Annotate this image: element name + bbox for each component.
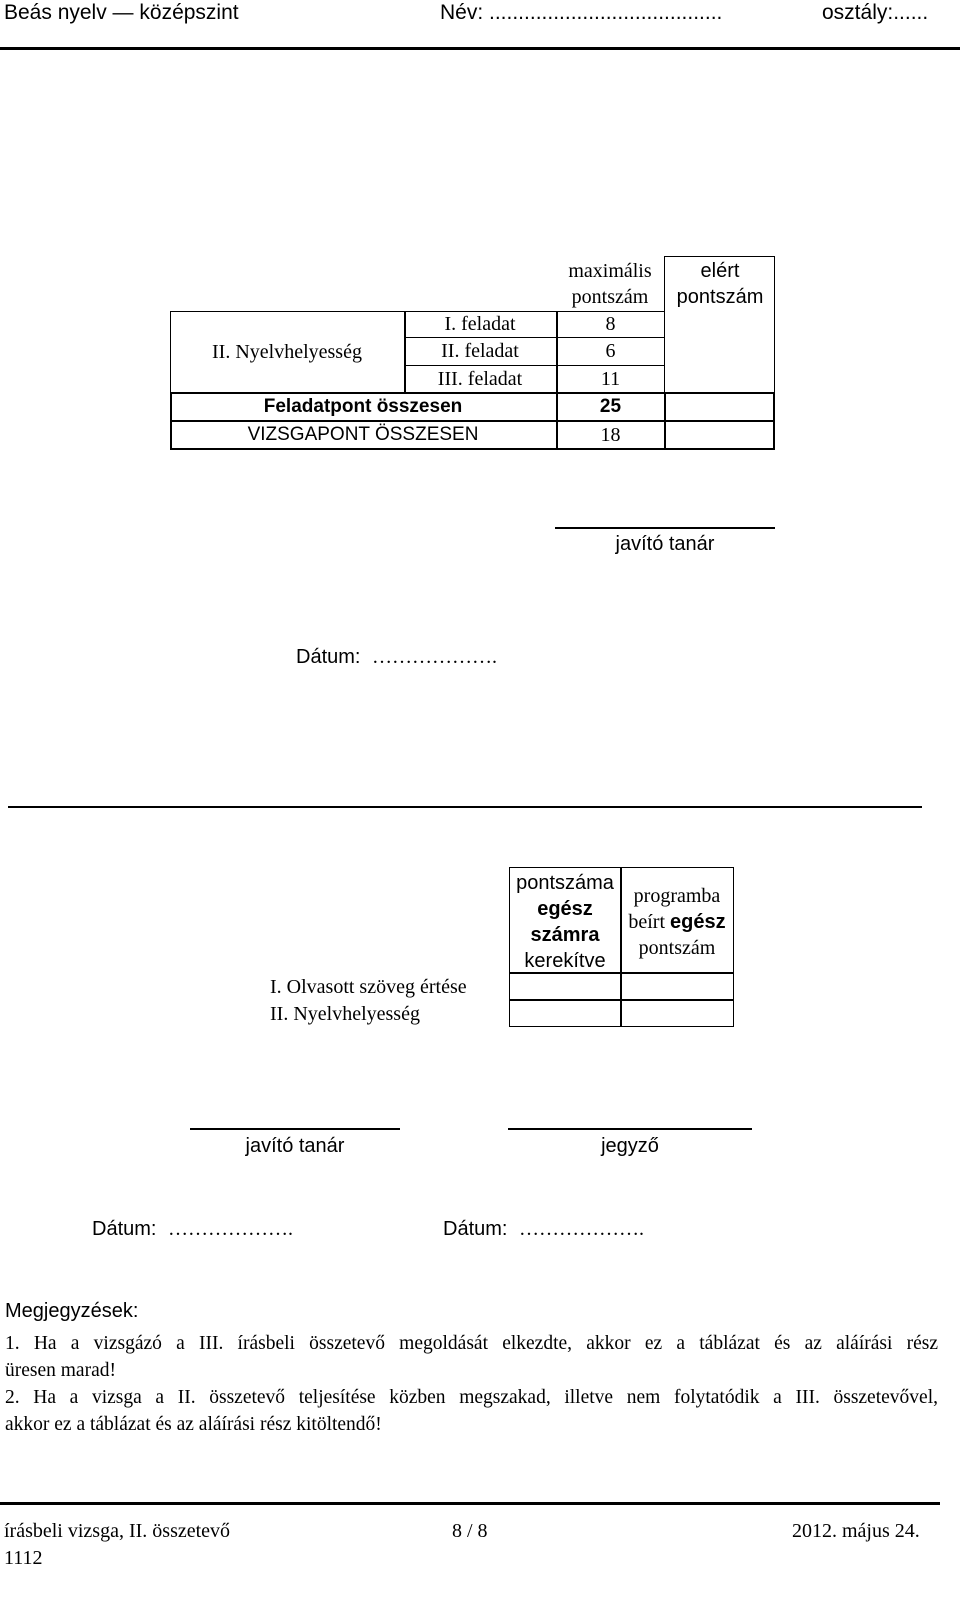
header-name-field: Név: ........................................ (440, 1, 723, 24)
col-header-reached: elért pontszám (676, 260, 764, 308)
section-label: II. Nyelvhelyesség (212, 341, 362, 363)
date-dots: ………………. (168, 1218, 293, 1240)
footer-rule (0, 1502, 940, 1505)
header-subject: Beás nyelv — középszint (4, 1, 239, 24)
signature-role: javító tanár (615, 533, 715, 555)
col-rounded-score: pontszáma egész számra kerekítve (516, 872, 614, 972)
signature-role-teacher: javító tanár (245, 1135, 345, 1157)
date-label: Dátum: (443, 1218, 508, 1240)
col-header-max: maximális pontszám (568, 260, 652, 308)
task-label: III. feladat (437, 368, 523, 390)
section-divider (8, 806, 922, 808)
header-class-field: osztály:...... (822, 1, 929, 24)
date-dots: ………………. (519, 1218, 644, 1240)
task-max: 6 (605, 340, 616, 362)
note-2: 2. Ha a vizsga a II. összetevő teljesítése közben megszakad, illetve nem folytatódik a III. összetevővel, (5, 1387, 938, 1408)
note-1: 1. Ha a vizsgázó a III. írásbeli összetevő megoldását elkezdte, akkor ez a táblázat és az aláírási rész (5, 1333, 938, 1354)
task-max: 8 (605, 313, 616, 335)
footer-page-number: 8 / 8 (452, 1520, 488, 1542)
footer-code: 1112 (4, 1547, 43, 1569)
task-label: II. feladat (441, 340, 519, 362)
notes-title: Megjegyzések: (5, 1300, 139, 1322)
date-dots: ………………. (372, 646, 497, 668)
date-label: Dátum: (296, 646, 361, 668)
total-max: 18 (600, 424, 621, 446)
signature-role-notary: jegyző (601, 1135, 659, 1157)
header-rule (0, 47, 960, 50)
signature-line (508, 1128, 752, 1130)
footer-date: 2012. május 24. (792, 1520, 920, 1542)
note-1-cont: üresen marad! (5, 1360, 116, 1381)
subtotal-label: Feladatpont összesen (263, 396, 463, 417)
note-2-cont: akkor ez a táblázat és az aláírási rész kitöltendő! (5, 1414, 382, 1435)
date-label: Dátum: (92, 1218, 157, 1240)
task-label: I. feladat (444, 313, 516, 335)
row-label: I. Olvasott szöveg értése (270, 976, 467, 998)
col-program-score: programba beírt egész pontszám (628, 885, 726, 959)
footer-exam-part: írásbeli vizsga, II. összetevő (4, 1520, 231, 1542)
total-label: VIZSGAPONT ÖSSZESEN (247, 424, 479, 445)
row-label: II. Nyelvhelyesség (270, 1003, 420, 1025)
signature-line (190, 1128, 400, 1130)
task-max: 11 (600, 368, 621, 390)
signature-line (555, 527, 775, 529)
subtotal-max: 25 (599, 396, 622, 417)
